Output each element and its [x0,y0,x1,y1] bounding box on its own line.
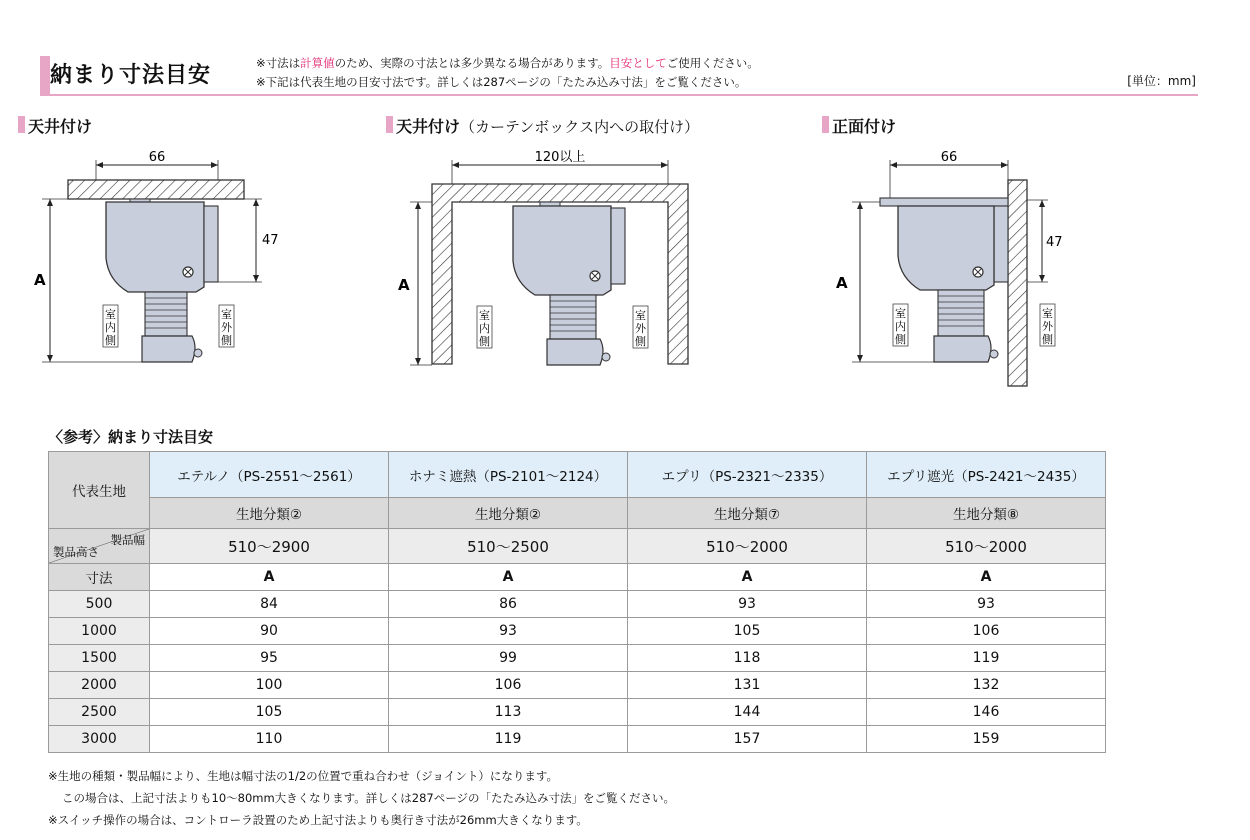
indoor-char-3: 側 [895,333,906,346]
wall [1008,180,1027,386]
title-accent-bar [40,56,50,94]
footnote-1: ※生地の種類・製品幅により、生地は幅寸法の1/2の位置で重ね合わせ（ジョイント）になります。 [48,769,558,783]
bracket [204,206,218,282]
table-cell: 110 [150,726,389,753]
fabric-label-cell [49,452,150,529]
pleated-fabric-stack [145,292,187,336]
reference-title: 〈参考〉納まり寸法目安 [48,428,214,446]
outdoor-char-3: 側 [221,334,232,347]
header-note-2: ※下記は代表生地の目安寸法です。詳しくは287ページの「たたみ込み寸法」をご覧ください。 [256,75,747,89]
table-cell: 95 [150,645,389,672]
header-note-1 [256,55,759,71]
table-row [49,618,1106,645]
table-cell: 118 [628,645,867,672]
outdoor-char-1: 室 [635,309,646,322]
dim-cell-2: A [389,564,628,591]
table-cell: 86 [389,591,628,618]
footnote-2: この場合は、上記寸法よりも10～80mm大きくなります。詳しくは287ページの「たたみ込み寸法」をご覧ください。 [62,791,675,805]
reference-table [48,451,1106,753]
pleated-fabric-stack [550,295,596,339]
table-cell: 105 [150,699,389,726]
indoor-char-1: 室 [105,308,116,321]
class-cell-3: 生地分類⑦ [628,498,867,529]
width-label: 製品幅 [110,533,145,547]
range-cell-2: 510～2500 [389,529,628,564]
diagonal-header-cell [49,529,150,564]
head-rail [106,202,204,292]
dim-cell-4: A [867,564,1106,591]
table-cell: 119 [867,645,1106,672]
col-header-3: エプリ（PS-2321～2335） [628,452,867,498]
table-cell: 132 [867,672,1106,699]
class-cell-4: 生地分類⑧ [867,498,1106,529]
outdoor-char-2: 外 [1042,320,1053,333]
row-height-label: 2500 [49,699,150,726]
height-label: 製品高さ [53,545,99,559]
row-height-label: 1500 [49,645,150,672]
header-rule [40,94,1198,96]
diagram-curtain-box-mount [398,150,688,365]
width-dimension-label: 66 [940,150,958,165]
table-cell: 84 [150,591,389,618]
bottom-rail [547,339,603,365]
height-dimension-label: A [836,274,848,292]
section3-title: 正面付け [832,117,897,136]
table-row [49,726,1106,753]
table-cell: 106 [867,618,1106,645]
table-cell: 93 [628,591,867,618]
head-rail [513,206,611,295]
section1-title: 天井付け [28,117,93,136]
table-cell: 144 [628,699,867,726]
fabric-label: 代表生地 [72,484,126,500]
table-cell: 93 [867,591,1106,618]
note1-pre: ※寸法は [256,56,301,70]
indoor-char-2: 内 [479,322,490,335]
indoor-char-1: 室 [895,307,906,320]
ceiling-slab [68,180,244,199]
indoor-char-1: 室 [479,309,490,322]
outdoor-char-2: 外 [221,321,232,334]
front-bracket [880,198,1008,206]
row-height-label: 1000 [49,618,150,645]
section-box-mount-title [396,114,699,137]
height-dimension-label: A [398,276,410,294]
diagram-ceiling-mount [34,150,279,362]
page-title: 納まり寸法目安 [50,63,212,88]
table-cell: 159 [867,726,1106,753]
class-cell-1: 生地分類② [150,498,389,529]
table-cell: 146 [867,699,1106,726]
range-cell-1: 510～2900 [150,529,389,564]
section2-subtitle: （カーテンボックス内への取付け） [460,118,700,136]
depth-dimension-label: 47 [1046,235,1063,250]
outdoor-char-3: 側 [635,335,646,348]
dim-cell-3: A [628,564,867,591]
row-height-label: 2000 [49,672,150,699]
outdoor-char-3: 側 [1042,333,1053,346]
dim-cell-1: A [150,564,389,591]
diagram-area [0,140,1250,402]
row-height-label: 500 [49,591,150,618]
table-cell: 157 [628,726,867,753]
section-front-mount-title [832,114,896,137]
note1-post: ご使用ください。 [666,56,759,70]
footnote-3: ※スイッチ操作の場合は、コントローラ設置のため上記寸法よりも奥行き寸法が26mm大きくなります。 [48,813,588,827]
section2-title: 天井付け [396,117,461,136]
class-cell-2: 生地分類② [389,498,628,529]
dim-label-cell: 寸法 [49,564,150,591]
table-cell: 99 [389,645,628,672]
table-cell: 106 [389,672,628,699]
section-ceiling-mount-title [28,114,92,137]
col-header-1: エテルノ（PS-2551～2561） [150,452,389,498]
table-row [49,645,1106,672]
col-header-4: エプリ遮光（PS-2421～2435） [867,452,1106,498]
bracket [611,208,625,284]
table-cell: 113 [389,699,628,726]
height-dimension-label: A [34,271,46,289]
indoor-char-3: 側 [479,335,490,348]
table-cell: 131 [628,672,867,699]
table-cell: 100 [150,672,389,699]
note1-mid: のため、実際の寸法とは多少異なる場合があります。 [334,56,610,70]
diagram-front-mount [836,150,1063,386]
bottom-rail [142,336,195,362]
table-cell: 93 [389,618,628,645]
indoor-char-2: 内 [105,321,116,334]
table-cell: 119 [389,726,628,753]
box-width-dimension-label: 120以上 [534,150,586,165]
table-row [49,672,1106,699]
range-cell-4: 510～2000 [867,529,1106,564]
outdoor-char-1: 室 [1042,307,1053,320]
outdoor-char-2: 外 [635,322,646,335]
head-rail [898,206,994,290]
col-header-2: ホナミ遮熱（PS-2101～2124） [389,452,628,498]
indoor-char-3: 側 [105,334,116,347]
note1-highlight-guide: 目安として [609,56,667,70]
unit-label: [単位：mm] [1127,74,1196,88]
table-row [49,699,1106,726]
depth-dimension-label: 47 [262,233,279,248]
row-height-label: 3000 [49,726,150,753]
indoor-char-2: 内 [895,320,906,333]
table-row [49,591,1106,618]
pleated-fabric-stack [938,290,984,336]
outdoor-char-1: 室 [221,308,232,321]
range-cell-3: 510～2000 [628,529,867,564]
section2-accent [386,116,393,133]
width-dimension-label: 66 [148,150,166,165]
section1-accent [18,116,25,133]
bottom-rail [934,336,991,362]
section3-accent [822,116,829,133]
table-cell: 90 [150,618,389,645]
table-cell: 105 [628,618,867,645]
note1-highlight-calc: 計算値 [300,56,335,70]
